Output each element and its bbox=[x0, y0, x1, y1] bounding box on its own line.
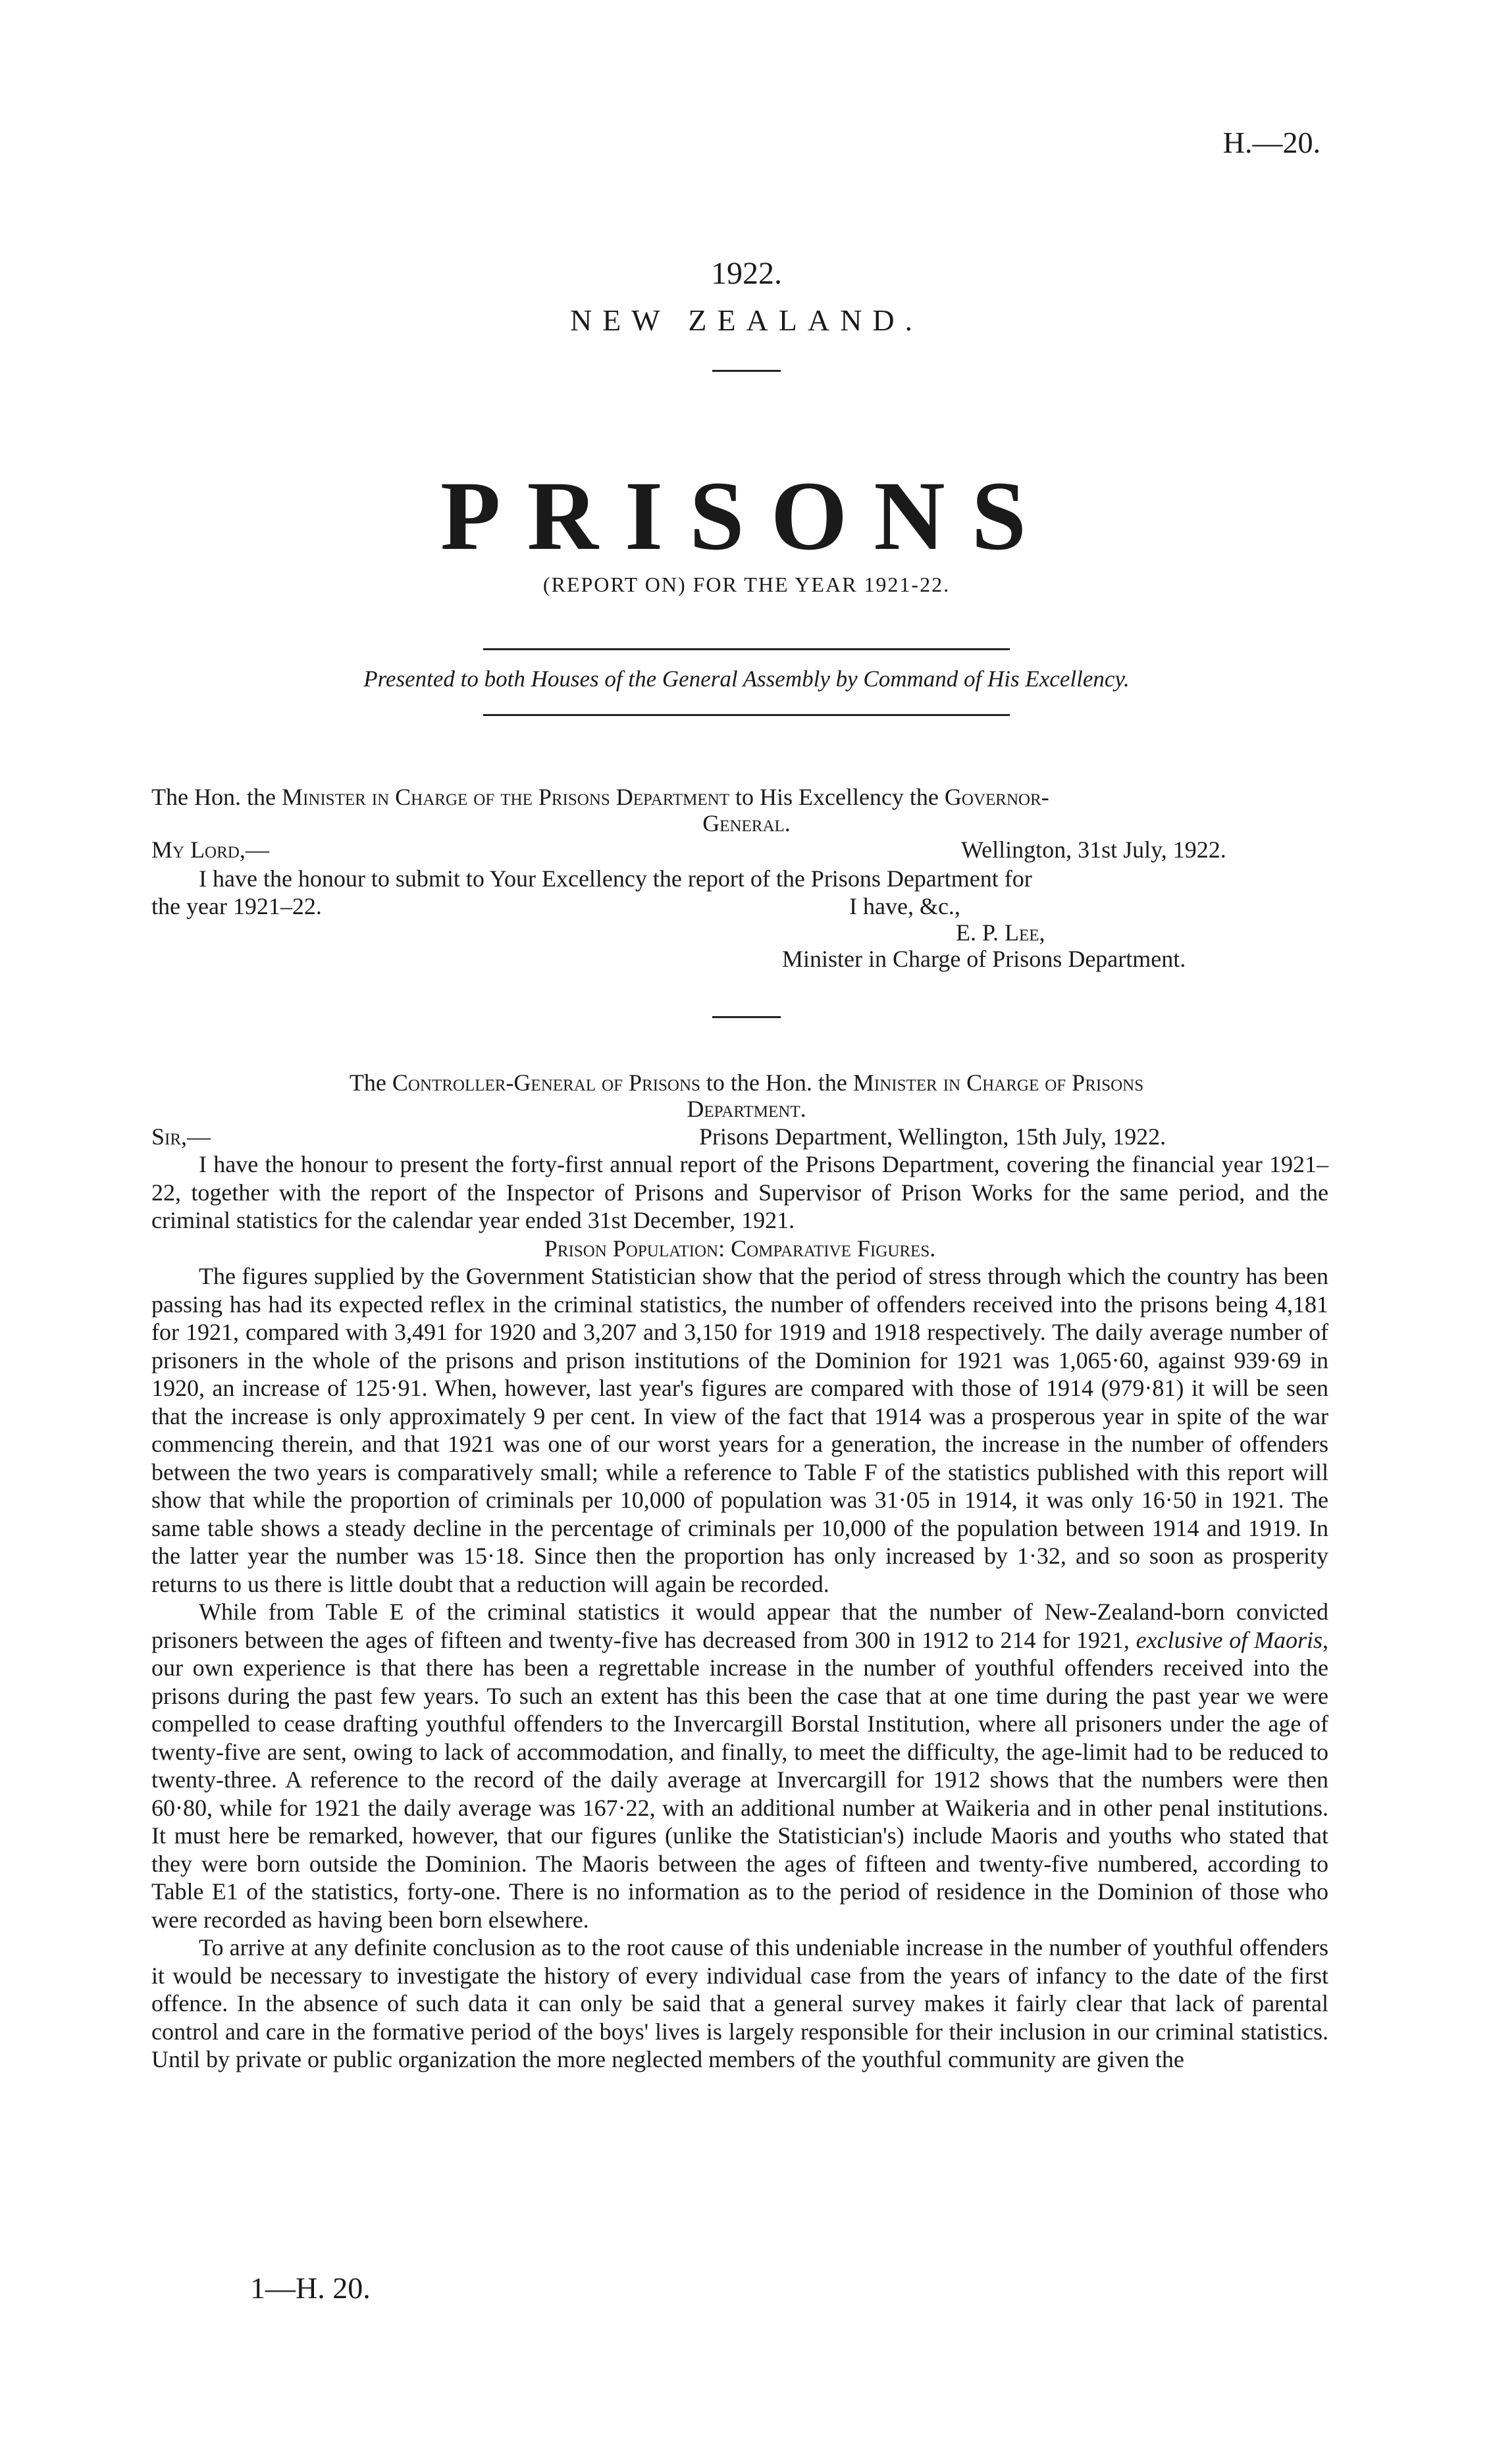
page-footer-number: 1—H. 20. bbox=[250, 2271, 371, 2305]
report-body bbox=[151, 1150, 1328, 2074]
section-heading: Prison Population: Comparative Figures. bbox=[544, 1235, 936, 1262]
letter2-salutation: Sir,— bbox=[151, 1123, 211, 1150]
divider-between-letters bbox=[712, 1016, 781, 1018]
letter1-salutation: My Lord,— bbox=[151, 836, 269, 863]
letter1-place-date: Wellington, 31st July, 1922. bbox=[961, 836, 1226, 863]
divider-short bbox=[712, 370, 781, 372]
letter2-address: The Controller-General of Prisons to the Hon. the Minister in Charge of Prisons bbox=[349, 1069, 1144, 1096]
letter1-closing: I have, &c., bbox=[849, 893, 960, 919]
country-heading: NEW ZEALAND. bbox=[569, 303, 924, 337]
letter1-body-line1: I have the honour to submit to Your Excellency the report of the Prisons Department for bbox=[199, 865, 1032, 892]
document-year: 1922. bbox=[711, 256, 782, 291]
report-subtitle: (REPORT ON) FOR THE YEAR 1921-22. bbox=[542, 573, 951, 596]
letter2-address-continued: Department. bbox=[687, 1096, 806, 1122]
paragraph-1: The figures supplied by the Government Statistician show that the period of stress through which the country has been passing has had its expected reflex in the criminal statistics, the number of offenders received into the prisons being 4,181 for 1921, compared with 3,491 for 1920 and 3,207 and 3,150 for 1919 and 1918 respectively. The daily average number of prisoners in the whole of the prisons and prison institutions of the Dominion for 1921 was 1,065·60, against 939·69 in 1920, an increase of 125·91. When, however, last year's figures are compared with those of 1914 (979·81) it will be seen that the increase is only approximately 9 per cent. In view of the fact that 1914 was a prosperous year in spite of the war commencing therein, and that 1921 was one of our worst years for a generation, the increase in the number of offenders between the two years is comparatively small; while a reference to Table F of the statistics published with this report will show that while the proportion of criminals per 10,000 of population was 31·05 in 1914, it was only 16·50 in 1921. The same table shows a steady decline in the percentage of criminals per 10,000 of the population between 1914 and 1919. In the latter year the number was 15·18. Since then the proportion has only increased by 1·32, and so soon as prosperity returns to us there is little doubt that a reduction will again be recorded. bbox=[151, 1263, 1328, 1597]
letter1-address-continued: General. bbox=[702, 810, 791, 836]
page-title: PRISONS bbox=[440, 461, 1053, 571]
presented-line: Presented to both Houses of the General Assembly by Command of His Excellency. bbox=[363, 666, 1130, 692]
paragraph-2: While from Table E of the criminal statistics it would appear that the number of New-Zealand-born convicted prisoners between the ages of fifteen and twenty-five has decreased from 300 in 1912 to 214 for 1921, exclusive of Maoris, our own experience is that there has been a regrettable increase in the number of youthful offenders received into the prisons during the past few years. To such an extent has this been the case that at one time during the past year we were compelled to cease drafting youthful offenders to the Invercargill Borstal Institution, where all prisoners under the age of twenty-five are sent, owing to lack of accommodation, and finally, to meet the difficulty, the age-limit had to be reduced to twenty-three. A reference to the record of the daily average at Invercargill for 1912 shows that the numbers were then 60·80, while for 1921 the daily average was 167·22, with an additional number at Waikeria and in other penal institutions. It must here be remarked, however, that our figures (unlike the Statistician's) include Maoris and youths who stated that they were born outside the Dominion. The Maoris between the ages of fifteen and twenty-five numbered, according to Table E1 of the statistics, forty-one. There is no information as to the period of residence in the Dominion of those who were recorded as having been born elsewhere. bbox=[151, 1599, 1328, 1933]
letter1-address: The Hon. the Minister in Charge of the Prisons Department to His Excellency the Governor- bbox=[151, 784, 1049, 810]
document-code: H.—20. bbox=[1222, 126, 1321, 159]
intro-paragraph: I have the honour to present the forty-first annual report of the Prisons Department, covering the financial year 1921–22, together with the report of the Inspector of Prisons and Supervisor of Prison Works for the same period, and the criminal statistics for the calendar year ended 31st December, 1921. bbox=[151, 1151, 1328, 1233]
divider-above-presented bbox=[483, 648, 1010, 650]
letter1-body-line2: the year 1921–22. bbox=[151, 893, 322, 919]
letter1-signer: E. P. Lee, bbox=[956, 919, 1045, 946]
letter2-place-date: Prisons Department, Wellington, 15th July, 1922. bbox=[699, 1123, 1166, 1150]
divider-below-presented bbox=[483, 714, 1010, 716]
paragraph-3: To arrive at any definite conclusion as to the root cause of this undeniable increase in the number of youthful offenders it would be necessary to investigate the history of every individual case from the years of infancy to the date of the first offence. In the absence of such data it can only be said that a general survey makes it fairly clear that lack of parental control and care in the formative period of the boys' lives is largely responsible for their inclusion in our criminal statistics. Until by private or public organization the more neglected members of the youthful community are given the bbox=[151, 1934, 1328, 2072]
letter1-signer-title: Minister in Charge of Prisons Department. bbox=[782, 946, 1186, 972]
